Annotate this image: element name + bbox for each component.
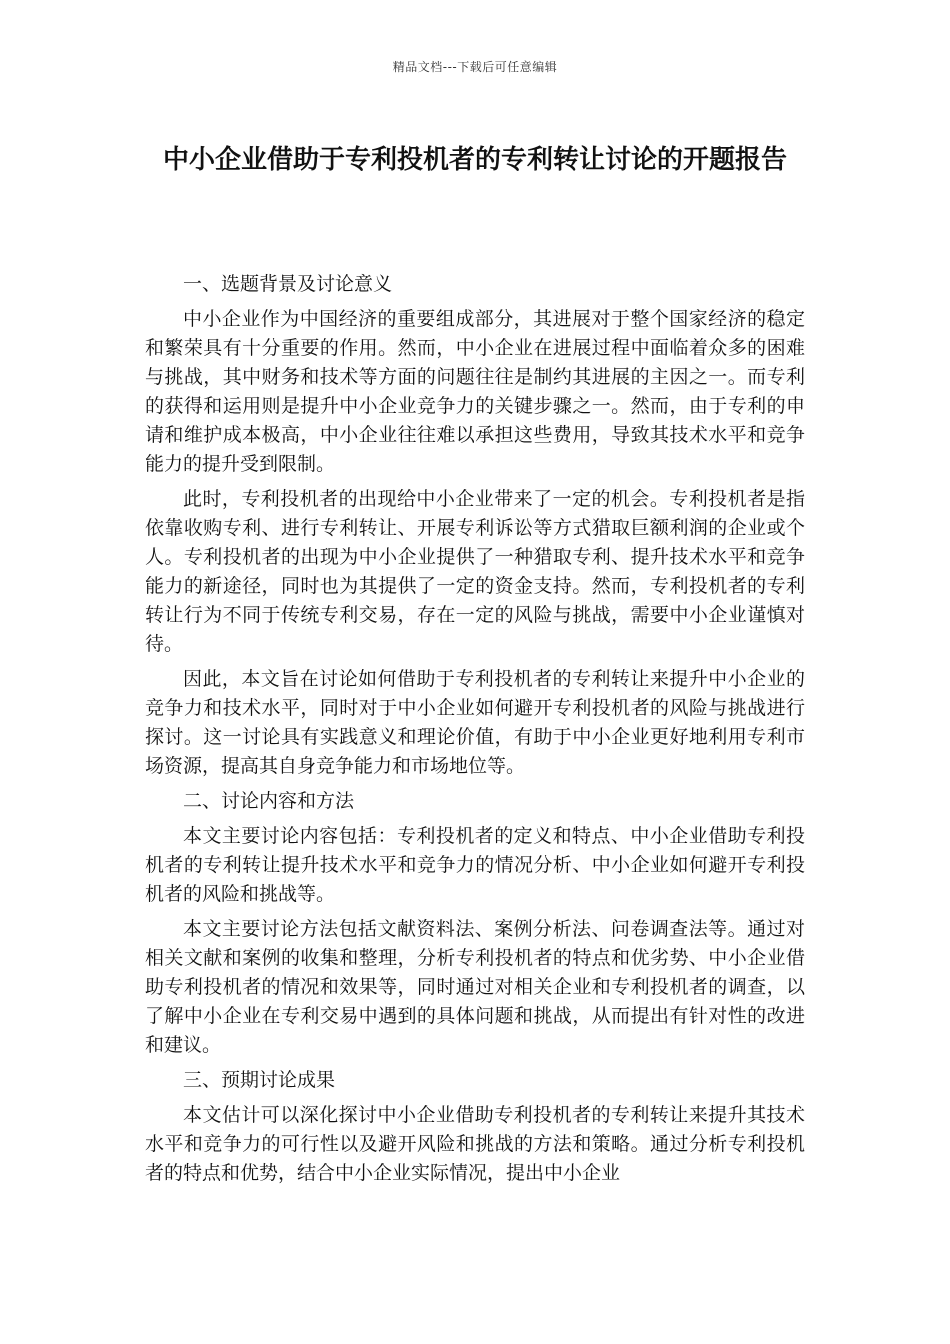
document-body	[145, 270, 805, 1194]
paragraph: 本文主要讨论内容包括：专利投机者的定义和特点、中小企业借助专利投机者的专利转让提升技术水平和竞争力的情况分析、中小企业如何避开专利投机者的风险和挑战等。	[145, 825, 805, 905]
paragraph: 此时，专利投机者的出现给中小企业带来了一定的机会。专利投机者是指依靠收购专利、进行专利转让、开展专利诉讼等方式猎取巨额利润的企业或个人。专利投机者的出现为中小企业提供了一种猎取专利、提升技术水平和竞争能力的新途径，同时也为其提供了一定的资金支持。然而，专利投机者的专利转让行为不同于传统专利交易，存在一定的风险与挑战，需要中小企业谨慎对待。	[145, 488, 805, 655]
paragraph: 因此，本文旨在讨论如何借助于专利投机者的专利转让来提升中小企业的竞争力和技术水平，同时对于中小企业如何避开专利投机者的风险与挑战进行探讨。这一讨论具有实践意义和理论价值，有助于中小企业更好地利用专利市场资源，提高其自身竞争能力和市场地位等。	[145, 668, 805, 777]
paragraph: 本文估计可以深化探讨中小企业借助专利投机者的专利转让来提升其技术水平和竞争力的可行性以及避开风险和挑战的方法和策略。通过分析专利投机者的特点和优势，结合中小企业实际情况，提出中小企业	[145, 1104, 805, 1184]
paragraph: 中小企业作为中国经济的重要组成部分，其进展对于整个国家经济的稳定和繁荣具有十分重要的作用。然而，中小企业在进展过程中面临着众多的困难与挑战，其中财务和技术等方面的问题往往是制约其进展的主因之一。而专利的获得和运用则是提升中小企业竞争力的关键步骤之一。然而，由于专利的申请和维护成本极高，中小企业往往难以承担这些费用，导致其技术水平和竞争能力的提升受到限制。	[145, 308, 805, 475]
section-heading: 一、选题背景及讨论意义	[183, 273, 393, 295]
section-heading: 三、预期讨论成果	[183, 1069, 336, 1091]
paragraph: 本文主要讨论方法包括文献资料法、案例分析法、问卷调查法等。通过对相关文献和案例的收集和整理，分析专利投机者的特点和优劣势、中小企业借助专利投机者的情况和效果等，同时通过对相关企业和专利投机者的调查，以了解中小企业在专利交易中遇到的具体问题和挑战，从而提出有针对性的改进和建议。	[145, 918, 805, 1056]
header-note: 精品文档---下载后可任意编辑	[392, 60, 558, 74]
document-title: 中小企业借助于专利投机者的专利转让讨论的开题报告	[162, 145, 787, 175]
section-heading: 二、讨论内容和方法	[183, 790, 355, 812]
